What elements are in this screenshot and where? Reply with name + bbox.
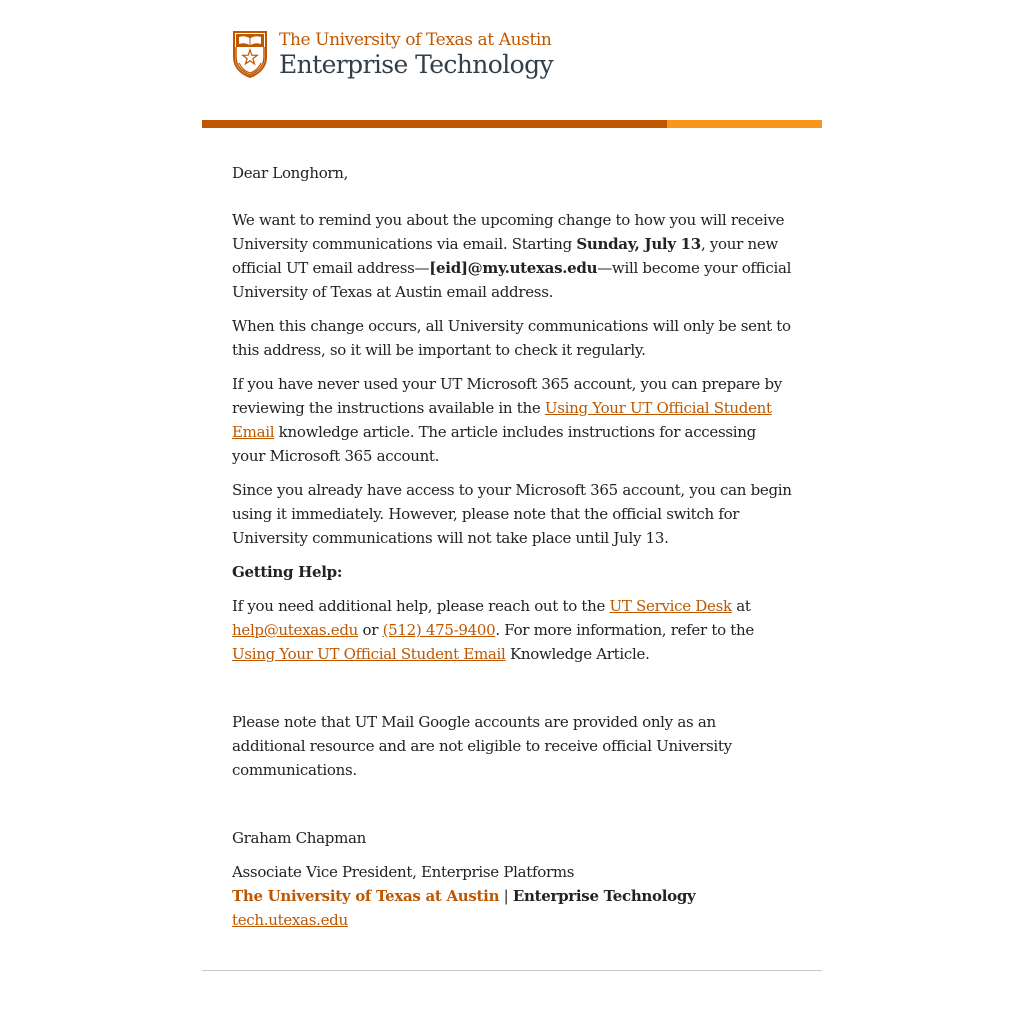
new-email-address: [eid]@my.utexas.edu — [429, 259, 598, 277]
signature-separator: | — [503, 887, 509, 905]
effective-date: Sunday, July 13 — [576, 235, 701, 253]
signature-department: Enterprise Technology — [512, 887, 696, 905]
text: . For more information, refer to the — [495, 621, 754, 639]
student-email-knowledge-article-link[interactable]: Using Your UT Official Student Email — [232, 645, 506, 663]
paragraph-communications-notice: When this change occurs, all University communications will only be sent to this address, so it will be important to check it regularly. — [232, 317, 791, 359]
paragraph-change-reminder — [232, 208, 792, 304]
heading-text: Getting Help: — [232, 563, 343, 581]
ut-shield-logo-icon — [232, 30, 268, 78]
text: knowledge article. The article includes instructions for accessing your Microsoft 365 account. — [232, 423, 756, 465]
paragraph-help-contact — [232, 594, 792, 666]
text: If you have never used your UT Microsoft 365 account, you can prepare by reviewing the instructions available in the — [232, 375, 782, 417]
spacer — [232, 792, 792, 826]
paragraph-existing-access: Since you already have access to your Microsoft 365 account, you can begin using it immediately. However, please note that the official switch for University communications will not take place until July 13. — [232, 481, 792, 547]
signature-org-line — [232, 884, 792, 908]
text: If you need additional help, please reach out to the — [232, 597, 610, 615]
text: Knowledge Article. — [505, 645, 650, 663]
header-color-bar — [202, 120, 822, 128]
website-link[interactable]: tech.utexas.edu — [232, 911, 348, 929]
text: We want to remind you about the upcoming change to how you will receive University communications via email. Starting — [232, 211, 785, 253]
signature-block — [232, 826, 792, 932]
help-phone-link[interactable]: (512) 475-9400 — [382, 621, 496, 639]
spacer — [232, 676, 792, 710]
text: at — [731, 597, 751, 615]
greeting: Dear Longhorn, — [232, 164, 349, 182]
header-bar-light-orange — [667, 120, 822, 128]
paragraph-prepare-instructions — [232, 372, 792, 468]
signature-website-line — [232, 908, 792, 932]
help-email-link[interactable]: help@utexas.edu — [232, 621, 359, 639]
service-desk-link[interactable]: UT Service Desk — [609, 597, 732, 615]
getting-help-heading — [232, 560, 792, 584]
signature-name: Graham Chapman — [232, 829, 367, 847]
email-container — [202, 0, 822, 932]
signature-title: Associate Vice President, Enterprise Platforms — [232, 863, 575, 881]
email-header — [202, 0, 822, 120]
paragraph-google-accounts-note: Please note that UT Mail Google accounts are provided only as an additional resource and are not eligible to receive official University communications. — [232, 713, 732, 779]
text: , your new official UT email address— — [232, 235, 778, 277]
footer-divider — [202, 970, 822, 971]
text: —will become your official University of Texas at Austin email address. — [232, 259, 792, 301]
header-bar-burnt-orange — [202, 120, 667, 128]
signature-university: The University of Texas at Austin — [232, 887, 500, 905]
logo-wordmark — [279, 29, 553, 79]
email-body — [202, 128, 822, 932]
text: or — [358, 621, 383, 639]
student-email-article-link[interactable]: Using Your UT Official Student Email — [232, 399, 772, 441]
logo-department-name: Enterprise Technology — [279, 50, 554, 79]
logo-university-name: The University of Texas at Austin — [279, 30, 552, 50]
